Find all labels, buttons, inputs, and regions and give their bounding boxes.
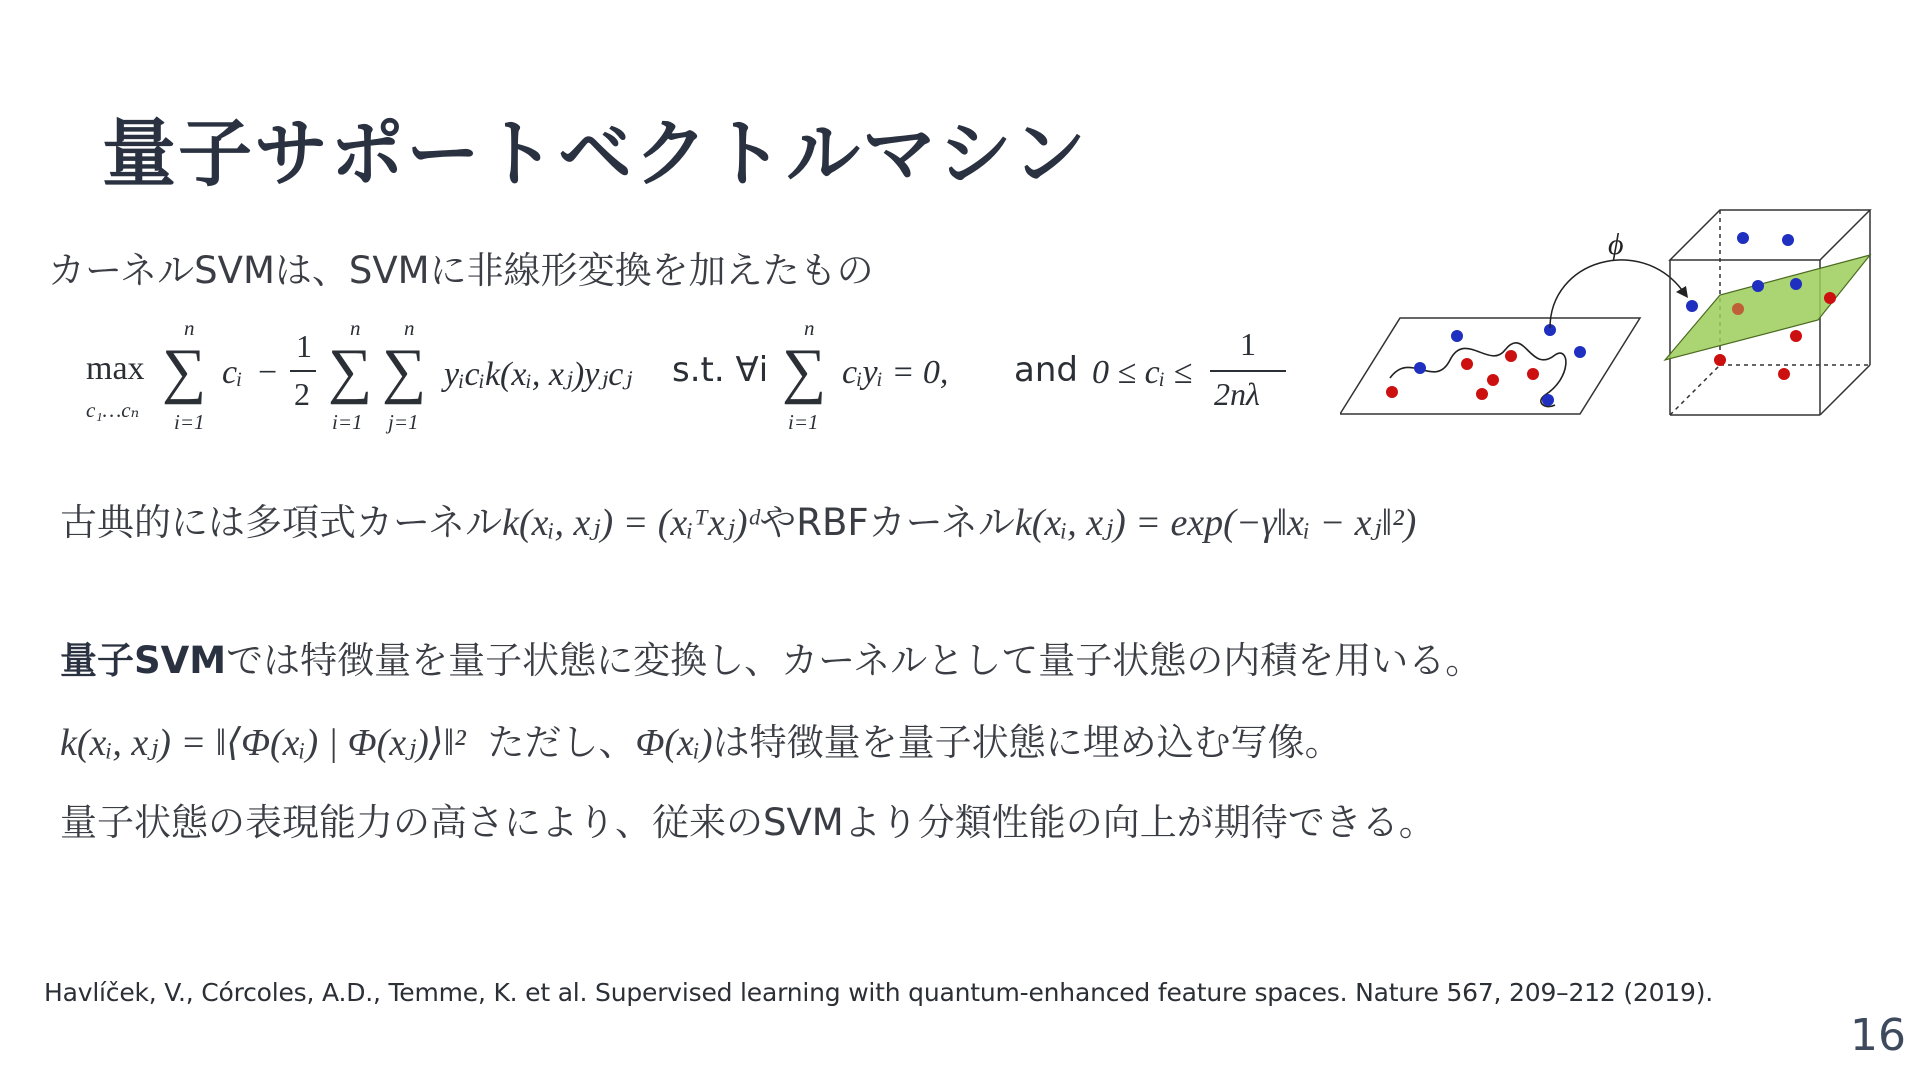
sum2-lower: i=1 (332, 410, 363, 434)
half-numerator: 1 (296, 328, 312, 364)
page-number: 16 (1850, 1010, 1906, 1061)
sum4-symbol: ∑ (782, 337, 827, 405)
classical-middle: やRBFカーネル (759, 501, 1015, 544)
term-ci: cᵢ (222, 354, 243, 391)
data-point-red (1824, 292, 1836, 304)
sum4-lower: i=1 (788, 410, 819, 434)
sum1-symbol: ∑ (162, 337, 207, 405)
max-subscript: c₁…cₙ (86, 398, 140, 422)
sum3-lower: j=1 (388, 410, 419, 434)
quantum-svm-line3: 量子状態の表現能力の高さにより、従来のSVMより分類性能の向上が期待できる。 (60, 801, 1436, 844)
data-point-blue (1790, 278, 1802, 290)
data-point-blue (1686, 300, 1698, 312)
data-point-red (1476, 388, 1488, 400)
constraint-sum: cᵢyᵢ = 0, (842, 354, 949, 391)
data-point-red (1487, 374, 1499, 386)
frac-bar (1210, 370, 1286, 372)
arrow-head (1676, 286, 1688, 298)
sum1-lower: i=1 (174, 410, 205, 434)
classical-kernel-line (60, 492, 1416, 546)
sum1-upper: n (184, 316, 195, 340)
quantum-svm-line1 (60, 630, 1482, 684)
polynomial-kernel-formula: k(xᵢ, xⱼ) = (xᵢᵀxⱼ)ᵈ (502, 502, 760, 544)
summand: yᵢcᵢk(xᵢ, xⱼ)yⱼcⱼ (444, 356, 633, 393)
data-point-blue (1451, 330, 1463, 342)
data-point-red (1732, 303, 1744, 315)
slide-title: 量子サポートベクトルマシン (102, 111, 1089, 197)
citation: Havlíček, V., Córcoles, A.D., Temme, K. et al. Supervised learning with quantum-enhanced feature spaces. Nature 567, 209–212 (2019). (44, 978, 1714, 1007)
sum2-upper: n (350, 316, 361, 340)
and-word: and (1014, 350, 1078, 390)
data-point-red (1386, 386, 1398, 398)
data-point-red (1461, 358, 1473, 370)
data-point-blue (1782, 234, 1794, 246)
data-point-red (1714, 354, 1726, 366)
frac-denominator: 2nλ (1214, 376, 1260, 412)
half-denominator: 2 (294, 376, 310, 412)
data-point-blue (1752, 280, 1764, 292)
max-operator: max (86, 350, 145, 387)
constraint-box: 0 ≤ cᵢ ≤ (1092, 354, 1193, 391)
half-fraction-bar (290, 370, 316, 372)
quantum-svm-line2 (60, 712, 1342, 766)
sum3-upper: n (404, 316, 415, 340)
data-point-red (1790, 330, 1802, 342)
svm-dual-equation (82, 318, 1302, 448)
quantum-svm-description: では特徴量を量子状態に変換し、カーネルとして量子状態の内積を用いる。 (226, 639, 1483, 682)
data-point-red (1527, 368, 1539, 380)
classical-prefix: 古典的には多項式カーネル (60, 501, 503, 544)
such-that: s.t. ∀i (672, 350, 769, 390)
data-point-blue (1574, 346, 1586, 358)
minus-sign: − (258, 354, 278, 391)
phi-label: ϕ (1608, 228, 1624, 261)
quantum-svm-bold: 量子SVM (60, 639, 227, 682)
data-point-red (1505, 350, 1517, 362)
quantum-line2-rest: は特徴量を量子状態に埋め込む写像。 (712, 721, 1342, 764)
data-point-blue (1542, 394, 1554, 406)
sum2-symbol: ∑ (328, 337, 373, 405)
data-point-blue (1414, 362, 1426, 374)
frac-numerator: 1 (1240, 326, 1256, 362)
intro-text: カーネルSVMは、SVMに非線形変換を加えたもの (48, 249, 874, 292)
quantum-kernel-formula: k(xᵢ, xⱼ) = ‖⟨Φ(xᵢ) | Φ(xⱼ)⟩‖² (60, 722, 466, 764)
feature-map-formula: Φ(xᵢ) (635, 722, 713, 764)
sum4-upper: n (804, 316, 815, 340)
data-point-red (1778, 368, 1790, 380)
data-point-blue (1737, 232, 1749, 244)
sum3-symbol: ∑ (382, 337, 427, 405)
feature-map-figure (1340, 200, 1880, 430)
rbf-kernel-formula: k(xᵢ, xⱼ) = exp(−γ‖xᵢ − xⱼ‖²) (1014, 502, 1417, 544)
quantum-line2-mid: ただし、 (487, 721, 636, 764)
input-plane (1340, 318, 1640, 414)
